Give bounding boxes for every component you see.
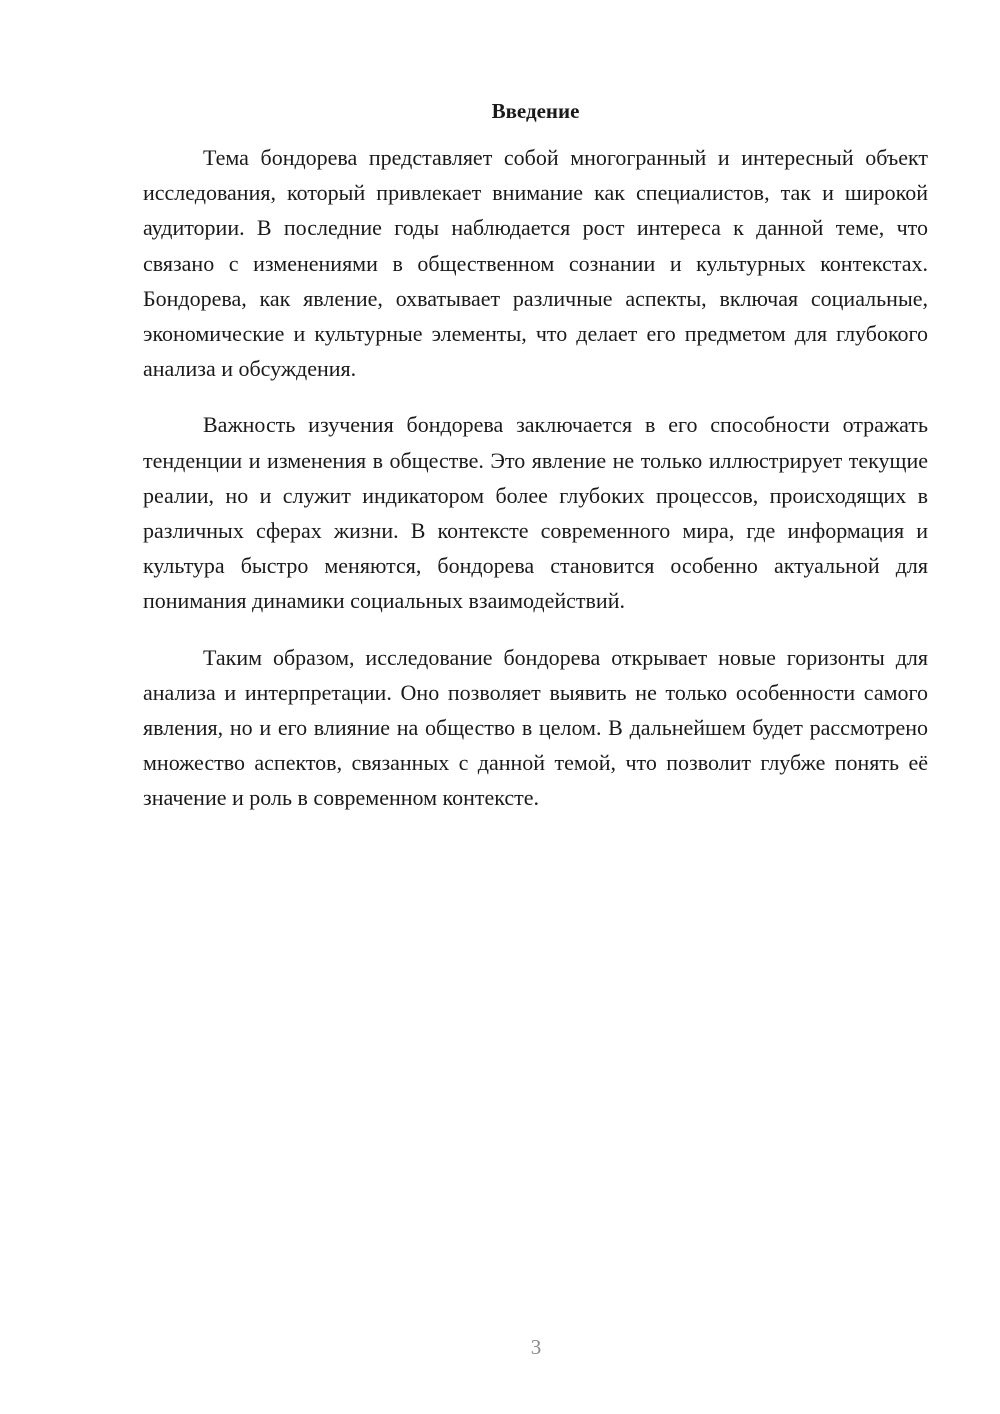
section-heading: Введение: [491, 99, 580, 123]
paragraph-2: Важность изучения бондорева заключается в его способности отражать тенденции и изменения в обществе. Это явление не только иллюстрирует текущие реалии, но и служит индикатором более глубоких процессов, происходящих в различных сферах жизни. В контексте современного мира, где информация и культура быстро меняются, бондорева становится особенно актуальной для понимания динамики социальных взаимодействий.: [143, 412, 928, 614]
paragraph-3: Таким образом, исследование бондорева открывает новые горизонты для анализа и интерпретации. Оно позволяет выявить не только особенности самого явления, но и его влияние на общество в целом. В дальнейшем будет рассмотрено множество аспектов, связанных с данной темой, что позволит глубже понять её значение и роль в современном контексте.: [143, 644, 928, 811]
paragraph-1: Тема бондорева представляет собой многогранный и интересный объект исследования, который привлекает внимание как специалистов, так и широкой аудитории. В последние годы наблюдается рост интереса к данной теме, что связано с изменениями в общественном сознании и культурных контекстах. Бондорева, как явление, охватывает различные аспекты, включая социальные, экономические и культурные элементы, что делает его предметом для глубокого анализа и обсуждения.: [143, 145, 928, 382]
page-number: 3: [530, 1335, 542, 1359]
page-content: [143, 96, 928, 837]
